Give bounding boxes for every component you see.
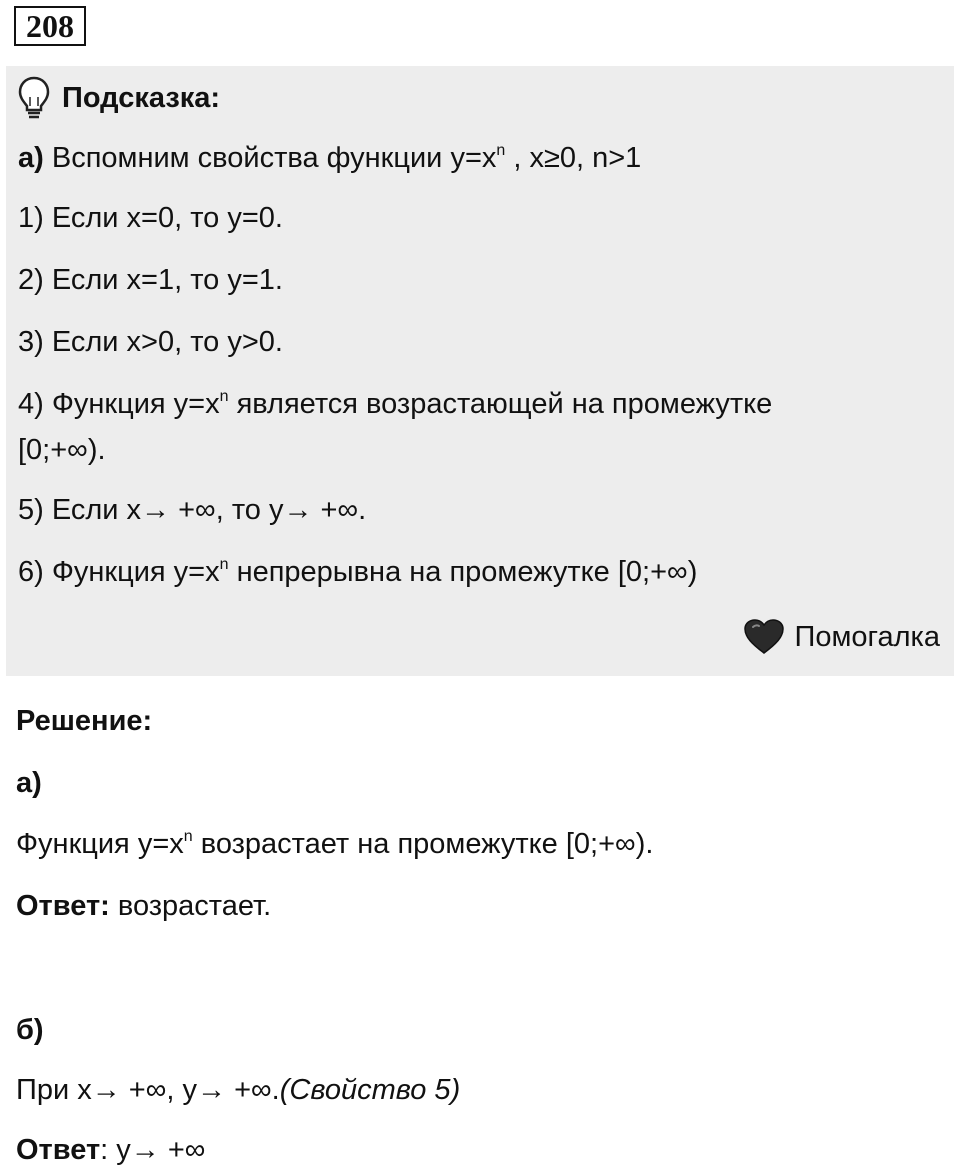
solution-a-exponent: n (183, 828, 193, 845)
hint-p4-before: 4) Функция y=x (18, 388, 220, 420)
hint-a-condition: , x≥0, n>1 (513, 142, 642, 174)
hint-p4-after: является возрастающей на промежутке (236, 388, 773, 420)
hint-point-6 (18, 554, 697, 595)
hint-point-a (18, 140, 641, 181)
heart-icon (743, 618, 785, 656)
solution-a-before: Функция y=x (16, 828, 184, 860)
solution-a-label: а) (16, 767, 42, 799)
solution-a-after: возрастает на промежутке [0;+∞). (200, 828, 654, 860)
brand-signature (743, 618, 940, 656)
hint-point-4 (18, 386, 772, 427)
hint-title: Подсказка: (62, 82, 221, 114)
hint-a-label: а) (18, 142, 44, 174)
hint-point-5: 5) Если x→ +∞, то y→ +∞. (18, 494, 367, 526)
answer-value: y→ +∞ (116, 1134, 206, 1166)
solution-b-note: (Свойство 5) (279, 1074, 461, 1106)
solution-b-label: б) (16, 1014, 44, 1046)
hint-p6-before: 6) Функция y=x (18, 556, 220, 588)
hint-p4-exponent: n (219, 388, 229, 405)
lightbulb-icon (16, 75, 52, 121)
solution-b-text (16, 1072, 460, 1108)
hint-a-text: Вспомним свойства функции y=x (51, 142, 497, 174)
answer-label: Ответ: (16, 890, 110, 922)
task-number: 208 (14, 6, 86, 46)
solution-title: Решение: (16, 705, 153, 737)
solution-b-statement: При x→ +∞, y→ +∞. (16, 1074, 280, 1106)
hint-point-2: 2) Если x=1, то y=1. (18, 264, 283, 296)
solution-a-text (16, 826, 653, 867)
hint-box (6, 66, 954, 676)
hint-point-1: 1) Если x=0, то y=0. (18, 202, 283, 234)
answer-label: Ответ (16, 1134, 101, 1166)
hint-point-3: 3) Если x>0, то y>0. (18, 326, 283, 358)
solution-a-answer (16, 888, 271, 924)
brand-label: Помогалка (794, 621, 940, 653)
hint-p6-after: непрерывна на промежутке [0;+∞) (236, 556, 698, 588)
solution-b-answer (16, 1132, 205, 1168)
answer-value: возрастает. (117, 890, 272, 922)
hint-point-4-continued: [0;+∞). (18, 434, 106, 466)
hint-p6-exponent: n (219, 556, 229, 573)
answer-colon: : (100, 1134, 109, 1166)
hint-a-exponent: n (496, 142, 506, 159)
